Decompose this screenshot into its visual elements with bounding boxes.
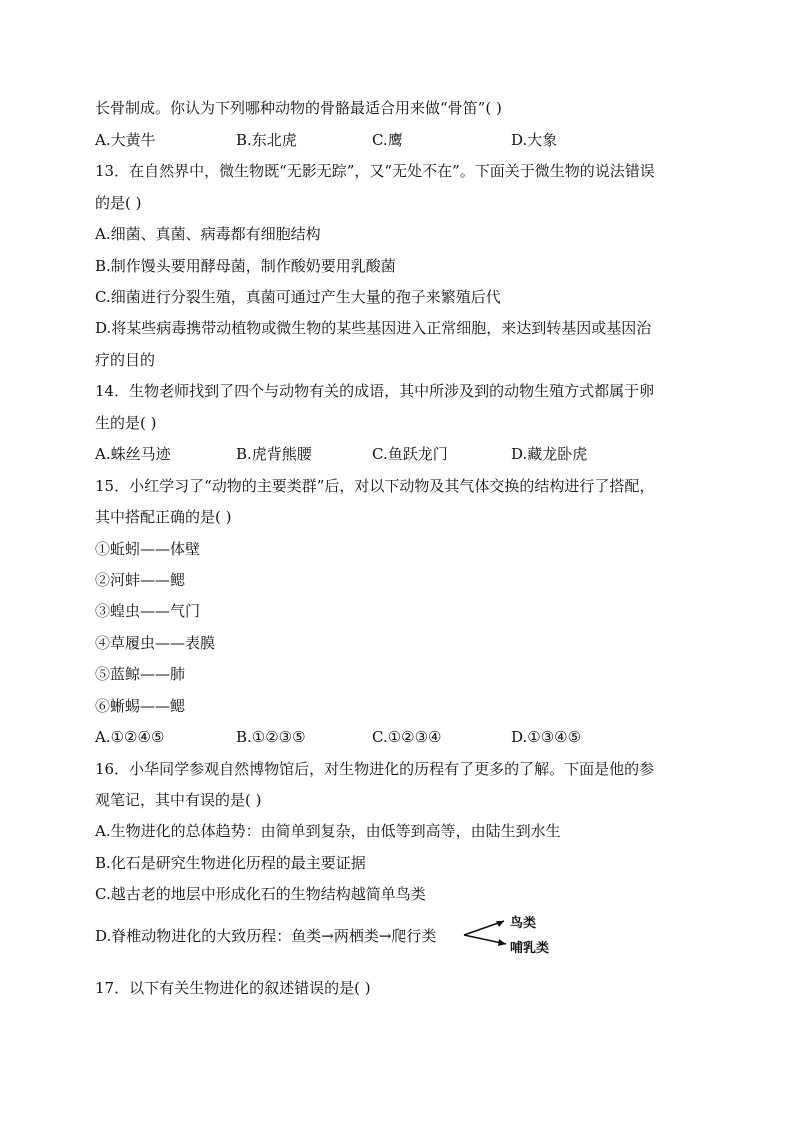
q15-option-b: B.①②③⑤ [236, 728, 306, 746]
q15-item-2: ②河蚌——鳃 [95, 571, 186, 589]
q14-option-d: D.藏龙卧虎 [511, 445, 588, 463]
q12-stem-line: 长骨制成。你认为下列哪种动物的骨骼最适合用来做“骨笛”( ) [95, 99, 502, 117]
q14-option-b: B.虎背熊腰 [236, 445, 312, 463]
q16-option-d: D.脊椎动物进化的大致历程：鱼类→两栖类→爬行类 [95, 927, 437, 945]
diagram-label-mammals: 哺乳类 [510, 941, 550, 956]
q16-option-b: B.化石是研究生物进化历程的最主要证据 [95, 854, 366, 872]
q12-option-d: D.大象 [511, 131, 558, 149]
q16-option-a: A.生物进化的总体趋势：由简单到复杂，由低等到高等，由陆生到水生 [95, 822, 561, 840]
q15-item-3: ③蝗虫——气门 [95, 602, 201, 620]
q13-option-c: C.细菌进行分裂生殖，真菌可通过产生大量的孢子来繁殖后代 [95, 288, 501, 306]
q13-option-b: B.制作馒头要用酵母菌，制作酸奶要用乳酸菌 [95, 257, 396, 275]
q13-option-d-line-2: 疗的目的 [95, 351, 156, 369]
diagram-label-birds: 鸟类 [510, 916, 537, 931]
q15-option-d: D.①③④⑤ [511, 728, 582, 746]
q17-stem-line: 17．以下有关生物进化的叙述错误的是( ) [95, 979, 371, 997]
q16-option-c: C.越古老的地层中形成化石的生物结构越简单鸟类 [95, 885, 426, 903]
q13-option-a: A.细菌、真菌、病毒都有细胞结构 [95, 225, 321, 243]
q15-stem-line-1: 15．小红学习了“动物的主要类群”后，对以下动物及其气体交换的结构进行了搭配， [95, 477, 655, 495]
q15-stem-line-2: 其中搭配正确的是( ) [95, 508, 232, 526]
q15-item-4: ④草履虫——表膜 [95, 634, 216, 652]
q13-option-d-line-1: D.将某些病毒携带动植物或微生物的某些基因进入正常细胞，来达到转基因或基因治 [95, 319, 652, 337]
q14-option-a: A.蛛丝马迹 [95, 445, 171, 463]
q16-stem-line-2: 观笔记，其中有误的是( ) [95, 791, 262, 809]
q14-option-c: C.鱼跃龙门 [372, 445, 448, 463]
q12-option-b: B.东北虎 [236, 131, 297, 149]
q15-option-a: A.①②④⑤ [95, 728, 165, 746]
q14-stem-line-2: 生的是( ) [95, 414, 157, 432]
q13-stem-line-2: 的是( ) [95, 194, 142, 212]
q15-item-1: ①蚯蚓——体壁 [95, 540, 201, 558]
q15-option-c: C.①②③④ [372, 728, 442, 746]
q12-option-c: C.鹰 [372, 131, 403, 149]
evolution-branch-diagram [462, 910, 572, 956]
q14-stem-line-1: 14．生物老师找到了四个与动物有关的成语，其中所涉及到的动物生殖方式都属于卵 [95, 382, 655, 400]
q12-option-a: A.大黄牛 [95, 131, 156, 149]
q15-item-5: ⑤蓝鲸——肺 [95, 665, 186, 683]
q16-stem-line-1: 16．小华同学参观自然博物馆后，对生物进化的历程有了更多的了解。下面是他的参 [95, 760, 655, 778]
q15-item-6: ⑥蜥蜴——鳃 [95, 697, 186, 715]
q13-stem-line-1: 13．在自然界中，微生物既“无影无踪”，又“无处不在”。下面关于微生物的说法错误 [95, 162, 655, 180]
